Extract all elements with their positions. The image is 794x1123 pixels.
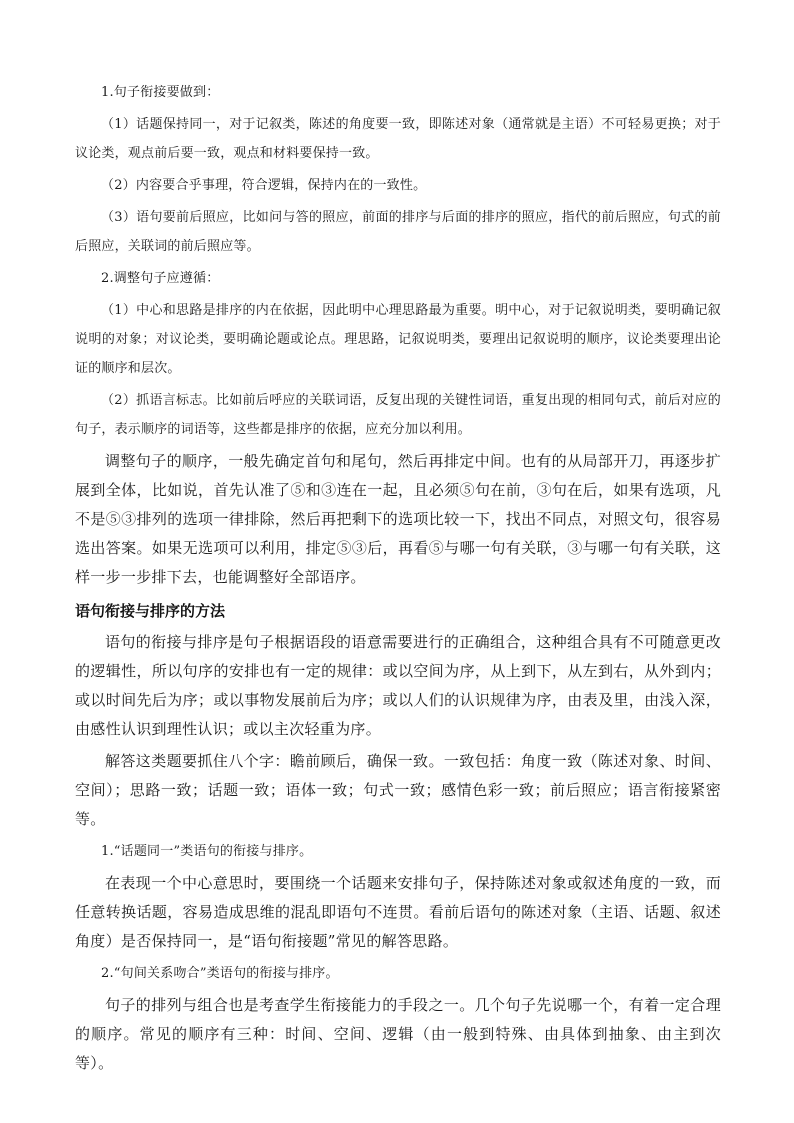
methods-sub-2-text: 句子的排列与组合也是考查学生衔接能力的手段之一。几个句子先说哪一个，有着一定合理的顺序。常见的顺序有三种：时间、空间、逻辑（由一般到特殊、由具体到抽象、由主到次等）。 [75, 996, 721, 1072]
section-2-item-1: （1）中心和思路是排序的内在依据，因此明中心理思路最为重要。明中心，对于记叙说明类，要明确记叙说明的对象；对议论类，要明确论题或论点。理思路，记叙说明类，要理出记叙说明的顺序，议论类要理出论证的顺序和层次。 [75, 303, 721, 376]
section-2-title: 2.调整句子应遵循： [101, 271, 220, 286]
methods-intro: 语句的衔接与排序是句子根据语段的语意需要进行的正确组合，这种组合具有不可随意更改的逻辑性，所以句序的安排也有一定的规律：或以空间为序，从上到下，从左到右，从外到内；或以时间先后为序；或以事物发展前后为序；或以人们的认识规律为序，由表及里，由浅入深，由感性认识到理性认识；或以主次轻重为序。 [75, 633, 721, 738]
section-1-item-3: （3）语句要前后照应，比如问与答的照应，前面的排序与后面的排序的照应，指代的前后照应，句式的前后照应，关联词的前后照应等。 [75, 210, 721, 254]
section-1-item-1: （1）话题保持同一，对于记叙类，陈述的角度要一致，即陈述对象（通常就是主语）不可轻易更换；对于议论类，观点前后要一致，观点和材料要保持一致。 [75, 117, 721, 161]
methods-sub-1-text: 在表现一个中心意思时，要围绕一个话题来安排句子，保持陈述对象或叙述角度的一致，而任意转换话题，容易造成思维的混乱即语句不连贯。看前后语句的陈述对象（主语、话题、叙述角度）是否保持同一，是“语句衔接题”常见的解答思路。 [75, 874, 721, 950]
section-2-item-2: （2）抓语言标志。比如前后呼应的关联词语，反复出现的关键性词语，重复出现的相同句式，前后对应的句子，表示顺序的词语等，这些都是排序的依据，应充分加以利用。 [75, 393, 721, 437]
methods-sub-1-title: 1.“话题同一”类语句的衔接与排序。 [101, 844, 313, 859]
document-body [75, 78, 721, 1078]
section-1-title: 1.句子衔接要做到： [101, 85, 220, 100]
methods-sub-2-title: 2.“句间关系吻合”类语句的衔接与排序。 [101, 966, 339, 981]
methods-principle: 解答这类题要抓住八个字：瞻前顾后，确保一致。一致包括：角度一致（陈述对象、时间、空间）；思路一致；话题一致；语体一致；句式一致；感情色彩一致；前后照应；语言衔接紧密等。 [75, 752, 721, 828]
section-1-item-2: （2）内容要合乎事理，符合逻辑，保持内在的一致性。 [101, 178, 427, 193]
methods-heading: 语句衔接与排序的方法 [75, 602, 226, 620]
section-2-paragraph: 调整句子的顺序，一般先确定首句和尾句，然后再排定中间。也有的从局部开刀，再逐步扩展到全体，比如说，首先认准了⑤和③连在一起，且必须⑤句在前，③句在后，如果有选项，凡不是⑤③排列的选项一律排除，然后再把剩下的选项比较一下，找出不同点，对照文句，很容易选出答案。如果无选项可以利用，排定⑤③后，再看⑤与哪一句有关联，③与哪一句有关联，这样一步一步排下去，也能调整好全部语序。 [75, 452, 721, 586]
